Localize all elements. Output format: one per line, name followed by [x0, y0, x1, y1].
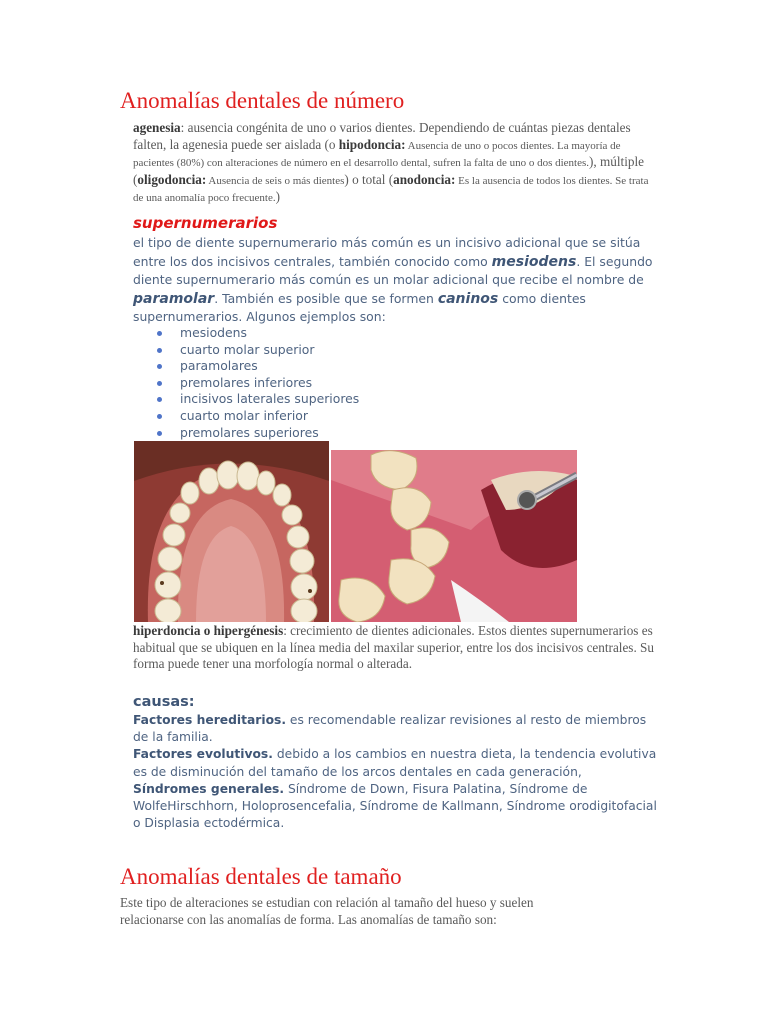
section-title-tamano: Anomalías dentales de tamaño [120, 864, 402, 889]
list-item: cuarto molar superior [157, 342, 359, 359]
lower-molars-photo [331, 450, 577, 622]
anodoncia-term: anodoncia: [393, 171, 456, 187]
section-title-numero: Anomalías dentales de número [120, 88, 405, 113]
kw-caninos: caninos [437, 290, 499, 307]
hiperdoncia-term: hiperdoncia o hipergénesis [133, 623, 284, 638]
oligodoncia-term: oligodoncia: [137, 171, 207, 187]
agenesia-paragraph: agenesia: ausencia congénita de uno o varios dientes. Dependiendo de cuántas piezas dentales falten, la agenesia puede ser aislada (o hipodoncia: Ausencia de uno o pocos dientes. La mayoría de pacientes (80%) con alteraciones de número en el desarrollo dental, sufren la falta de uno o dos dientes.), múltiple (oligodoncia: Ausencia de seis o más dientes) o total (anodoncia: Es la ausencia de todos los dientes. Se trata de una anomalía poco frecuente.) [133, 120, 649, 204]
list-item: premolares inferiores [157, 375, 359, 392]
upper-arch-photo [134, 441, 329, 622]
causas-list [133, 712, 661, 832]
cause-item: Factores hereditarios. es recomendable realizar revisiones al resto de miembros de la familia. [133, 713, 647, 745]
supernumerarios-paragraph: el tipo de diente supernumerario más común es un incisivo adicional que se sitúa entre los dos incisivos centrales, también conocido como mesiodens. El segundo diente supernumerario más común es un molar adicional que recibe el nombre de paramolar. También es posible que se formen caninos como dientes supernumerarios. Algunos ejemplos son: [133, 235, 653, 325]
list-item: cuarto molar inferior [157, 408, 359, 425]
agenesia-term: agenesia [133, 120, 181, 135]
list-item: incisivos laterales superiores [157, 391, 359, 408]
supernumerarios-heading: supernumerarios [133, 214, 278, 232]
cause-item: Factores evolutivos. debido a los cambios en nuestra dieta, la tendencia evolutiva es de disminución del tamaño de los arcos dentales en cada generación, [133, 747, 657, 779]
causas-heading: causas: [133, 694, 195, 710]
cause-item: Síndromes generales. Síndrome de Down, Fisura Palatina, Síndrome de WolfeHirschhorn, Holoprosencefalia, Síndrome de Kallmann, Síndrome orodigitofacial o Displasia ectodérmica. [133, 781, 657, 831]
kw-mesiodens: mesiodens [491, 253, 577, 270]
upper-arch-illustration [134, 441, 329, 622]
list-item: premolares superiores [157, 425, 359, 442]
lower-molars-illustration [331, 450, 577, 622]
examples-list [157, 325, 359, 441]
list-item: mesiodens [157, 325, 359, 342]
list-item: paramolares [157, 358, 359, 375]
hiperdoncia-paragraph: hiperdoncia o hipergénesis: crecimiento de dientes adicionales. Estos dientes supernumerarios es habitual que se ubiquen en la línea media del maxilar superior, entre los dos incisivos centrales. Su forma puede tener una morfología normal o alterada. [133, 623, 654, 671]
hipodoncia-term: hipodoncia: [338, 136, 406, 152]
tamano-paragraph: Este tipo de alteraciones se estudian con relación al tamaño del hueso y suelen relacionarse con las anomalías de forma. Las anomalías de tamaño son: [120, 895, 534, 927]
kw-paramolar: paramolar [133, 290, 215, 307]
